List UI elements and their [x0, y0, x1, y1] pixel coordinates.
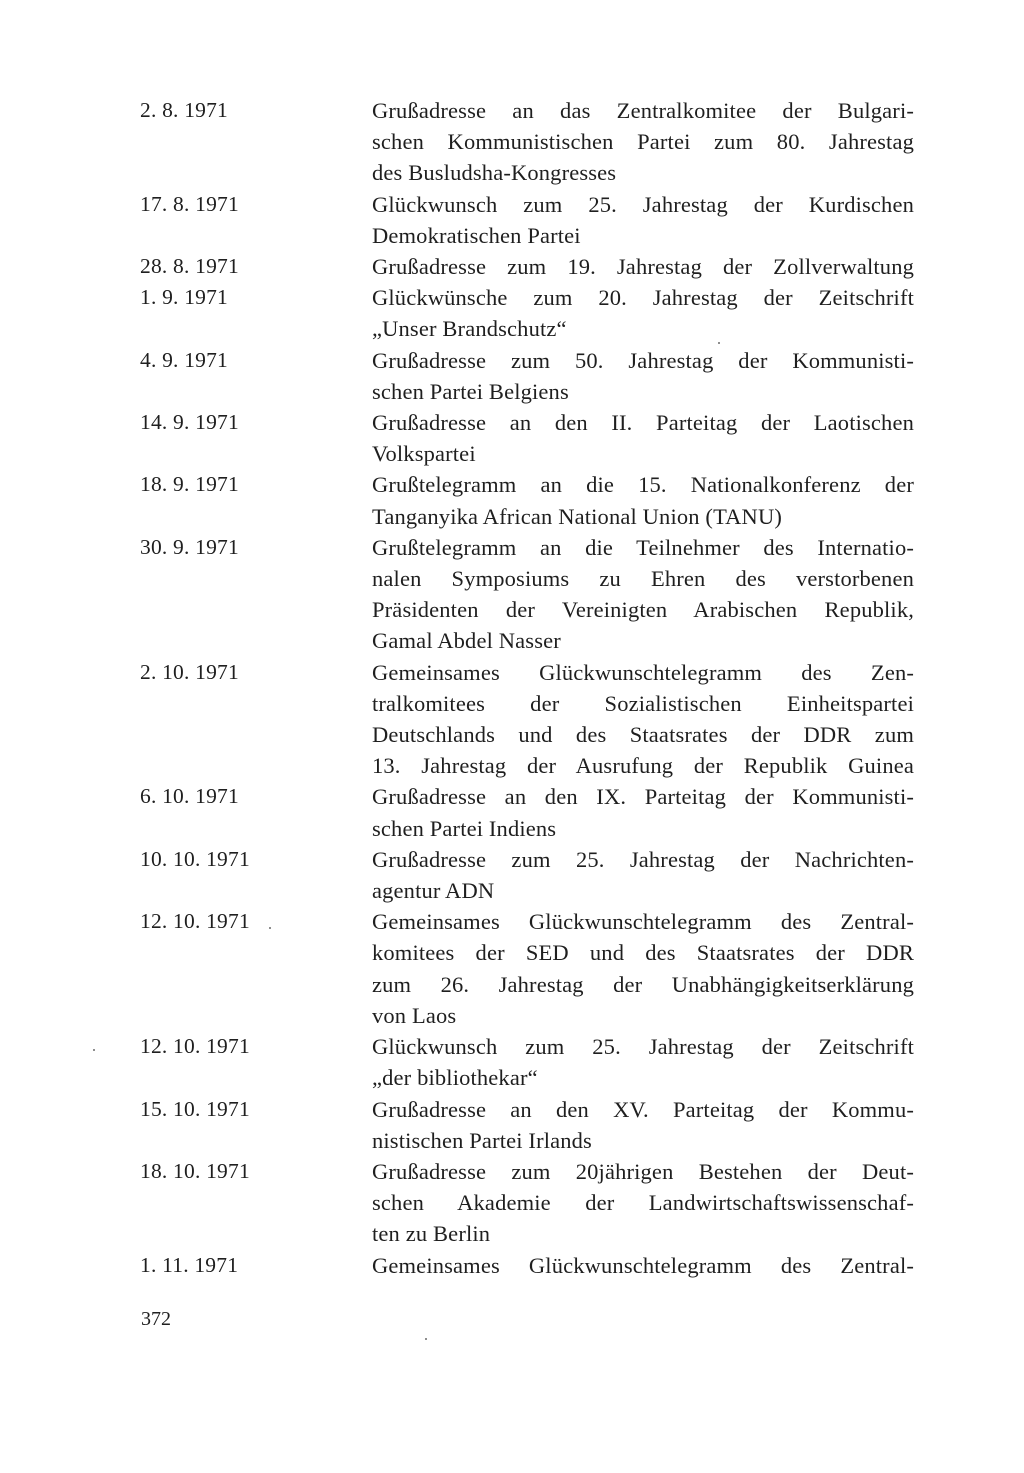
- scan-speck: [718, 342, 720, 344]
- chronology-entry: [0, 657, 1024, 782]
- entry-line: tralkomitees der Sozialistischen Einheitspartei: [372, 690, 914, 716]
- entry-date: 15. 10. 1971: [140, 1096, 250, 1121]
- entry-line: 13. Jahrestag der Ausrufung der Republik Guinea: [372, 753, 914, 779]
- entry-line: schen Partei Belgiens: [372, 378, 569, 404]
- entry-line: Grußadresse an den IX. Parteitag der Kommunisti-: [372, 784, 914, 810]
- entry-text: [372, 1031, 914, 1093]
- chronology-entry: [0, 407, 1024, 469]
- entry-line: Glückwunsch zum 25. Jahrestag der Kurdischen: [372, 191, 914, 217]
- entry-line: zum 26. Jahrestag der Unabhängigkeitserklärung: [372, 971, 914, 997]
- entry-line: Volkspartei: [372, 441, 476, 467]
- entry-date: 30. 9. 1971: [140, 534, 239, 559]
- entry-line: Grußtelegramm an die Teilnehmer des Internatio-: [372, 534, 914, 560]
- chronology-list: [0, 95, 1024, 1281]
- entry-text: [372, 407, 914, 469]
- entry-text: [372, 1094, 914, 1156]
- chronology-entry: [0, 1031, 1024, 1093]
- entry-line: Grußadresse zum 19. Jahrestag der Zollverwaltung: [372, 254, 914, 280]
- entry-line: Deutschlands und des Staatsrates der DDR zum: [372, 722, 914, 748]
- chronology-entry: [0, 781, 1024, 843]
- entry-date: 4. 9. 1971: [140, 347, 228, 372]
- chronology-entry: [0, 189, 1024, 251]
- entry-text: [372, 532, 914, 657]
- chronology-entry: [0, 844, 1024, 906]
- entry-text: [372, 781, 914, 843]
- entry-date: 1. 11. 1971: [140, 1252, 239, 1277]
- entry-date: 1. 9. 1971: [140, 285, 228, 310]
- entry-date: 14. 9. 1971: [140, 410, 239, 435]
- entry-line: Glückwunsch zum 25. Jahrestag der Zeitschrift: [372, 1034, 914, 1060]
- entry-date: 28. 8. 1971: [140, 254, 239, 279]
- entry-line: agentur ADN: [372, 878, 495, 904]
- entry-line: komitees der SED und des Staatsrates der DDR: [372, 940, 914, 966]
- entry-line: „Unser Brandschutz“: [372, 316, 567, 342]
- chronology-entry: [0, 1156, 1024, 1250]
- entry-line: ten zu Berlin: [372, 1221, 491, 1247]
- entry-line: Präsidenten der Vereinigten Arabischen Republik,: [372, 597, 914, 623]
- entry-text: [372, 189, 914, 251]
- entry-date: 2. 8. 1971: [140, 98, 228, 122]
- chronology-entry: [0, 1094, 1024, 1156]
- entry-line: Grußadresse zum 25. Jahrestag der Nachrichten-: [372, 846, 914, 872]
- chronology-entry: [0, 282, 1024, 344]
- entry-text: [372, 1156, 914, 1250]
- entry-line: von Laos: [372, 1002, 457, 1028]
- chronology-entry: [0, 532, 1024, 657]
- entry-text: [372, 345, 914, 407]
- entry-line: Grußadresse zum 20jährigen Bestehen der Deut-: [372, 1158, 914, 1184]
- entry-line: „der bibliothekar“: [372, 1065, 538, 1091]
- entry-text: [372, 906, 914, 1031]
- entry-line: schen Akademie der Landwirtschaftswissenschaf-: [372, 1190, 914, 1216]
- chronology-entry: [0, 251, 1024, 282]
- entry-text: [372, 251, 914, 282]
- entry-line: Grußadresse an den XV. Parteitag der Kommu-: [372, 1096, 914, 1122]
- entry-line: Gemeinsames Glückwunschtelegramm des Zen-: [372, 659, 914, 685]
- entry-date: 12. 10. 1971: [140, 1034, 250, 1059]
- entry-date: 12. 10. 1971: [140, 909, 250, 934]
- entry-line: Glückwünsche zum 20. Jahrestag der Zeitschrift: [372, 285, 914, 311]
- entry-date: 18. 10. 1971: [140, 1158, 250, 1183]
- entry-line: des Busludsha-Kongresses: [372, 160, 617, 186]
- entry-line: nistischen Partei Irlands: [372, 1127, 592, 1153]
- scan-speck: [425, 1338, 427, 1340]
- chronology-entry: [0, 345, 1024, 407]
- entry-text: [372, 282, 914, 344]
- entry-line: Demokratischen Partei: [372, 222, 581, 248]
- entry-text: [372, 95, 914, 189]
- scan-speck: [269, 927, 271, 929]
- entry-date: 17. 8. 1971: [140, 191, 239, 216]
- entry-date: 10. 10. 1971: [140, 846, 250, 871]
- entry-line: schen Partei Indiens: [372, 815, 557, 841]
- entry-line: nalen Symposiums zu Ehren des verstorbenen: [372, 566, 914, 592]
- entry-text: [372, 469, 914, 531]
- page-number: 372: [141, 1308, 171, 1330]
- chronology-entry: [0, 906, 1024, 1031]
- entry-line: Grußtelegramm an die 15. Nationalkonferenz der: [372, 472, 914, 498]
- entry-date: 6. 10. 1971: [140, 784, 239, 809]
- entry-text: [372, 657, 914, 782]
- entry-text: [372, 844, 914, 906]
- entry-line: Grußadresse zum 50. Jahrestag der Kommunisti-: [372, 347, 914, 373]
- entry-line: Gemeinsames Glückwunschtelegramm des Zentral-: [372, 909, 914, 935]
- entry-line: Grußadresse an das Zentralkomitee der Bulgari-: [372, 98, 914, 123]
- entry-line: Grußadresse an den II. Parteitag der Laotischen: [372, 410, 914, 436]
- entry-line: schen Kommunistischen Partei zum 80. Jahrestag: [372, 129, 914, 155]
- entry-line: Gemeinsames Glückwunschtelegramm des Zentral-: [372, 1252, 914, 1278]
- chronology-entry: [0, 95, 1024, 189]
- chronology-entry: [0, 469, 1024, 531]
- entry-text: [372, 1250, 914, 1281]
- entry-line: Tanganyika African National Union (TANU): [372, 503, 782, 529]
- entry-line: Gamal Abdel Nasser: [372, 628, 561, 654]
- chronology-entry: [0, 1250, 1024, 1281]
- scan-speck: [93, 1049, 95, 1051]
- entry-date: 18. 9. 1971: [140, 472, 239, 497]
- entry-date: 2. 10. 1971: [140, 659, 239, 684]
